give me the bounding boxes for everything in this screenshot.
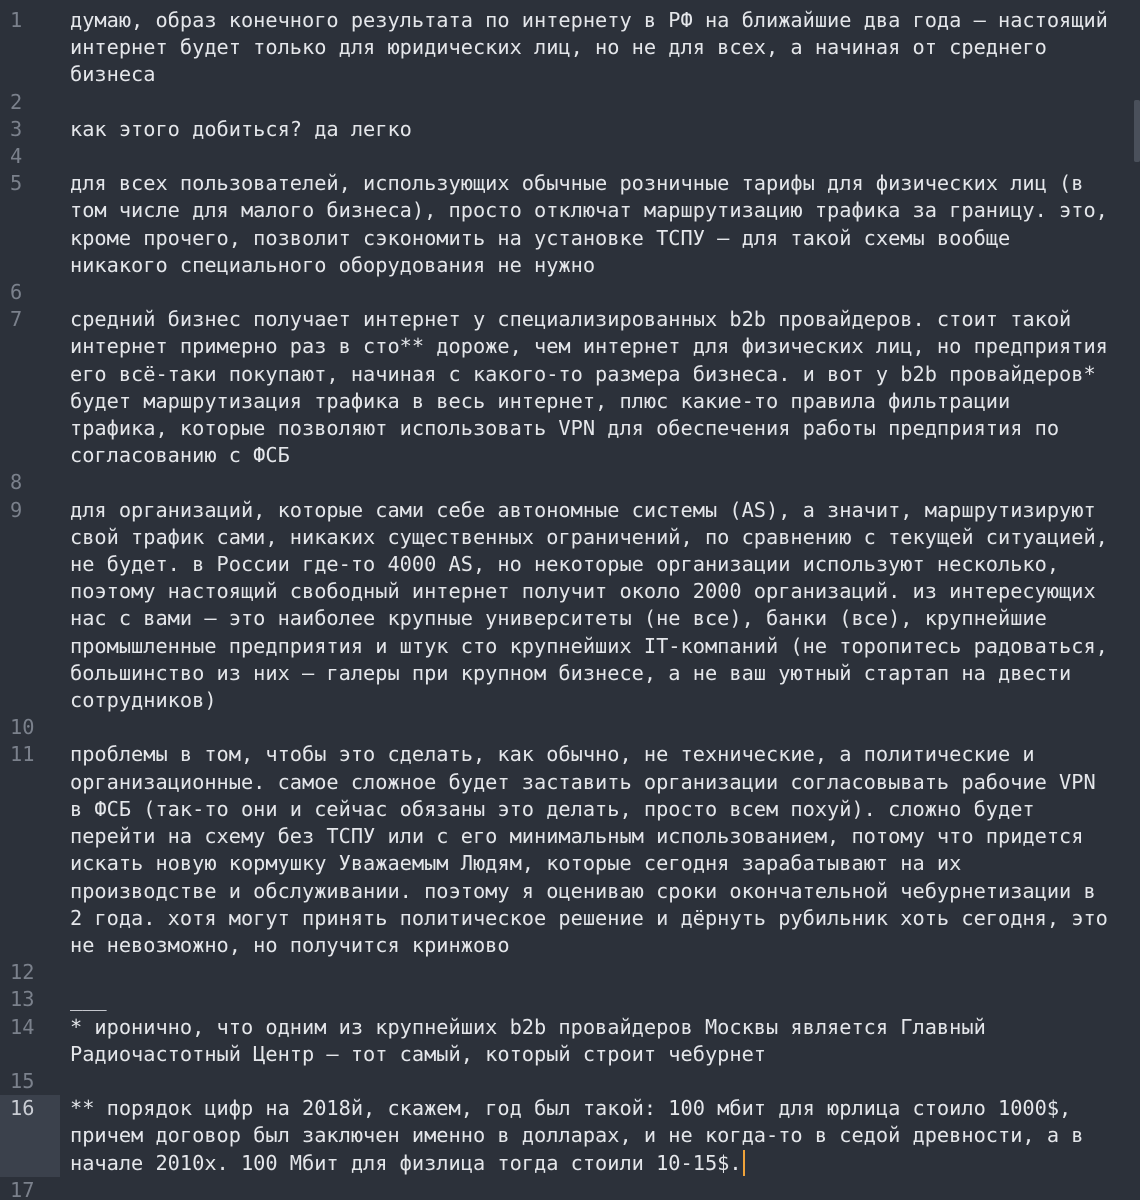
editor-line[interactable]	[0, 170, 1140, 279]
line-text[interactable]	[60, 1068, 1120, 1095]
editor-line[interactable]	[0, 143, 1140, 170]
line-text[interactable]: ___	[70, 987, 107, 1012]
editor-line-current[interactable]	[0, 1095, 1140, 1177]
editor-line[interactable]	[0, 1068, 1140, 1095]
editor-line[interactable]	[0, 7, 1140, 89]
line-text-current[interactable]	[60, 1095, 1120, 1177]
line-number: 9	[10, 497, 23, 522]
editor-line[interactable]	[0, 497, 1140, 715]
editor-line[interactable]	[0, 306, 1140, 469]
current-line-number: 16	[0, 1095, 60, 1177]
line-number: 4	[10, 144, 23, 169]
scrollbar-thumb[interactable]	[1134, 100, 1140, 162]
line-text[interactable]: для организаций, которые сами себе автономные системы (AS), а значит, маршрутизируют свой трафик сами, никаких существенных ограничений, по сравнению с текущей ситуацией, не будет. в России где-то 4000 AS, но некоторые организации используют несколько, поэтому настоящий свободный интернет получит около 2000 организаций. из интересующих нас с вами — это наиболее крупные университеты (не все), банки (все), крупнейшие промышленные предприятия и штук сто крупнейших IT-компаний (не торопитесь радоваться, большинство из них — галеры при крупном бизнесе, а не ваш уютный стартап на двести сотрудников)	[70, 497, 1121, 713]
line-number: 15	[10, 1068, 35, 1093]
line-text[interactable]	[60, 279, 1120, 306]
line-text[interactable]: проблемы в том, чтобы это сделать, как обычно, не технические, а политические и организационные. самое сложное будет заставить организации согласовывать рабочие VPN в ФСБ (так-то они и сейчас обязаны это делать, просто всем похуй). сложно будет перейти на схему без ТСПУ или с его минимальным использованием, потому что придется искать новую кормушку Уважаемым Людям, которые сегодня зарабатывают на их производстве и обслуживании. поэтому я оцениваю сроки окончательной чебурнетизации в 2 года. хотя могут принять политическое решение и дёрнуть рубильник хоть сегодня, это не невозможно, но получится кринжово	[70, 742, 1121, 957]
line-number: 5	[10, 171, 23, 196]
line-number: 1	[10, 8, 23, 32]
line-number: 8	[10, 470, 23, 495]
editor-line[interactable]	[0, 469, 1140, 496]
editor-line[interactable]	[0, 1014, 1140, 1068]
line-number: 14	[10, 1014, 35, 1039]
line-text[interactable]: для всех пользователей, использующих обычные розничные тарифы для физических лиц (в том числе для малого бизнеса), просто отключат маршрутизацию трафика за границу. это, кроме прочего, позволит сэкономить на установке ТСПУ — для такой схемы вообще никакого специального оборудования не нужно	[70, 171, 1121, 277]
editor-line[interactable]	[0, 741, 1140, 959]
line-number: 10	[10, 715, 35, 740]
line-text[interactable]	[60, 1177, 1120, 1200]
line-number: 6	[10, 280, 23, 305]
line-text[interactable]: * иронично, что одним из крупнейших b2b провайдеров Москвы является Главный Радиочастотный Центр — тот самый, который строит чебурнет	[70, 1014, 998, 1066]
line-text[interactable]: средний бизнес получает интернет у специализированных b2b провайдеров. стоит такой интернет примерно раз в сто** дороже, чем интернет для физических лиц, но предприятия его всё-таки покупают, начиная с какого-то размера бизнеса. и вот у b2b провайдеров* будет маршрутизация трафика в весь интернет, плюс какие-то правила фильтрации трафика, которые позволяют использовать VPN для обеспечения работы предприятия по согласованию с ФСБ	[70, 307, 1121, 468]
line-number: 3	[10, 116, 23, 141]
line-text[interactable]: думаю, образ конечного результата по интернету в РФ на ближайшие два года — настоящий интернет будет только для юридических лиц, но не для всех, а начиная от среднего бизнеса	[70, 8, 1121, 87]
line-text[interactable]	[60, 143, 1120, 170]
editor-content[interactable]	[0, 7, 1140, 1200]
line-text[interactable]: как этого добиться? да легко	[70, 116, 412, 141]
editor-line[interactable]	[0, 1177, 1140, 1200]
line-number: 11	[10, 742, 35, 767]
line-text[interactable]	[60, 469, 1120, 496]
line-number: 7	[10, 307, 23, 332]
editor-line[interactable]	[0, 116, 1140, 143]
line-text[interactable]	[60, 959, 1120, 986]
editor-line[interactable]	[0, 279, 1140, 306]
editor-line[interactable]	[0, 89, 1140, 116]
line-number: 17	[10, 1177, 35, 1200]
line-text[interactable]	[60, 714, 1120, 741]
line-number: 13	[10, 987, 35, 1012]
editor-line[interactable]	[0, 714, 1140, 741]
text-cursor	[743, 1150, 745, 1176]
line-text[interactable]	[60, 89, 1120, 116]
line-number: 12	[10, 960, 35, 985]
editor-line[interactable]	[0, 986, 1140, 1013]
editor-line[interactable]	[0, 959, 1140, 986]
line-text-content: ** порядок цифр на 2018й, скажем, год был такой: 100 мбит для юрлица стоило 1000$, причем договор был заключен именно в долларах, и не когда-то в седой древности, а в начале 2010х. 100 Мбит для физлица тогда стоили 10-15$.	[70, 1096, 1096, 1175]
line-number: 2	[10, 89, 23, 114]
